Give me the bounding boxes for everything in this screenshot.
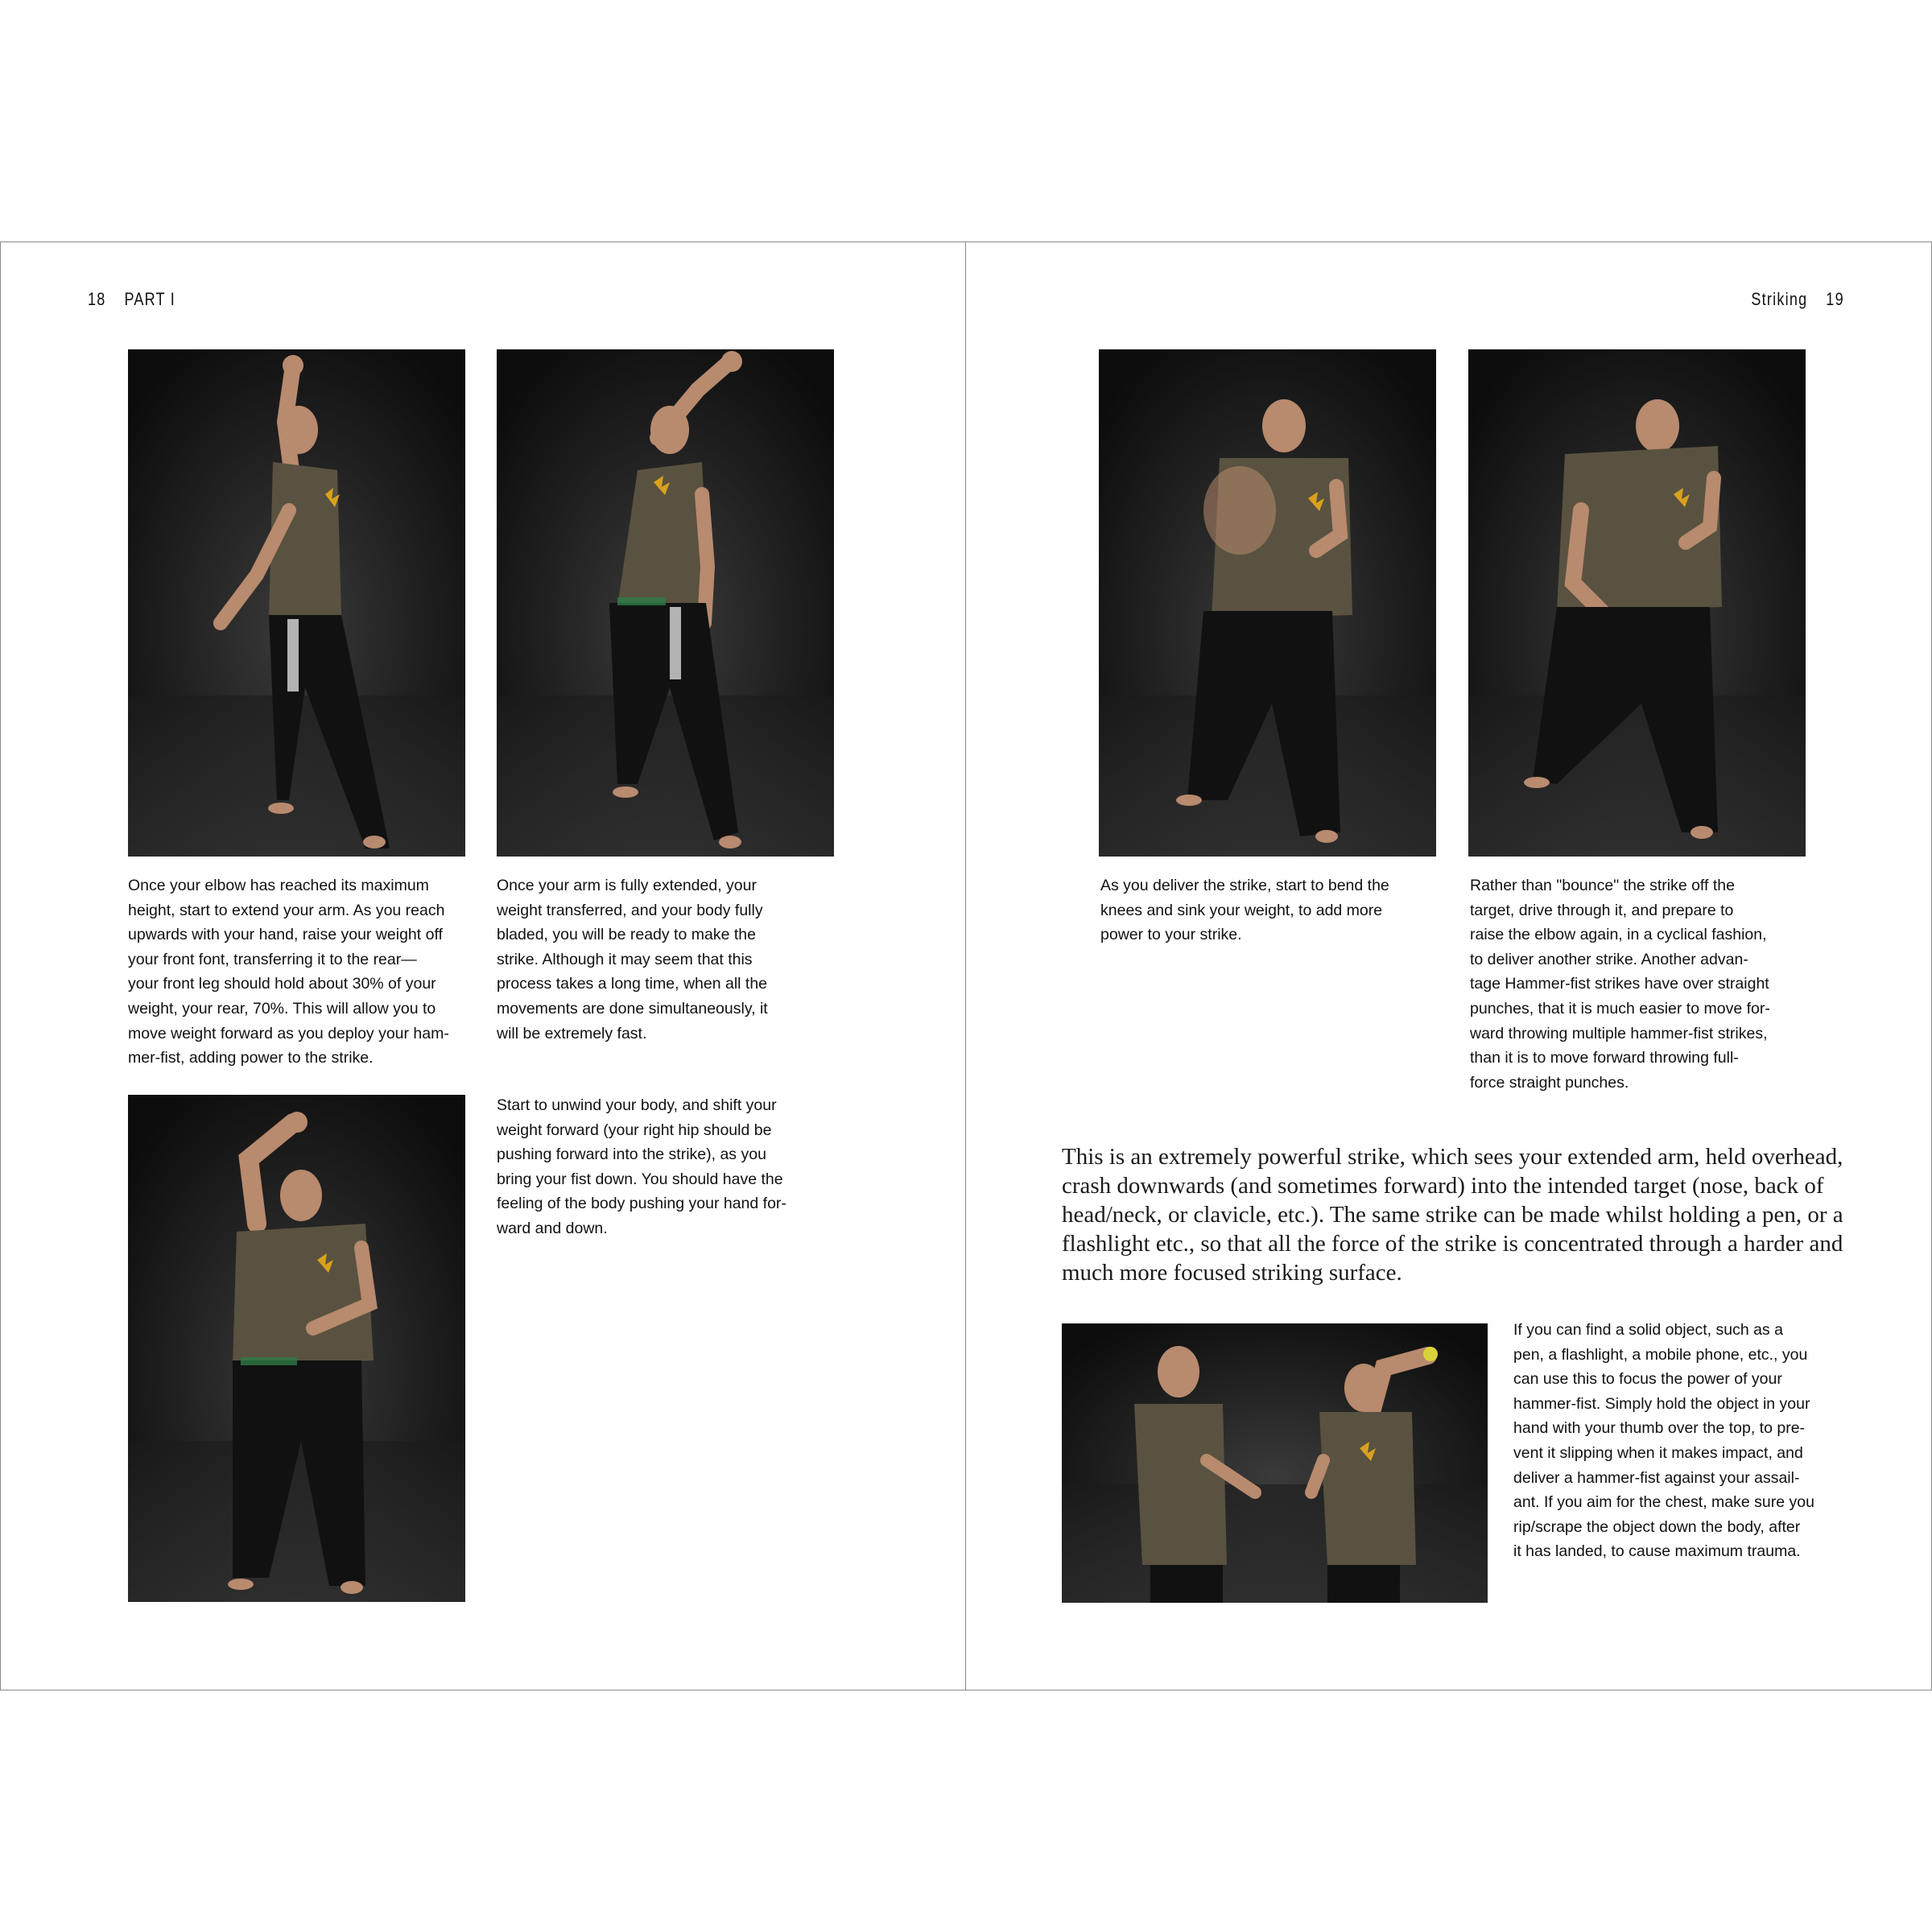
caption-step-2: Once your arm is fully extended, your weight transferred, and your body fully bladed, you will be ready to make the strike. Although it may seem that this process takes a long time, when all the movements are done simultaneously, it will be extremely fast. (497, 877, 768, 1042)
running-head: PART I (124, 289, 176, 309)
running-header-right (1733, 289, 1844, 310)
photo-holding-object (1062, 1323, 1488, 1603)
running-header-left (88, 289, 194, 310)
page-number: 18 (88, 289, 106, 309)
photo-elbow-raised (128, 349, 465, 857)
caption-step-4: As you deliver the strike, start to bend the knees and sink your weight, to add more power to your strike. (1100, 877, 1389, 944)
left-page (0, 242, 966, 1690)
photo-delivering-strike (1099, 349, 1436, 857)
caption-step-1: Once your elbow has reached its maximum height, start to extend your arm. As you reach upwards with your hand, raise your weight off your front font, transferring it to the rear— your front leg should hold about 30% of your weight, your rear, 70%. This will allow you to move weight forward as you deploy your ham- mer-fist, adding power to the strike. (128, 877, 449, 1067)
photo-unwinding (128, 1095, 465, 1602)
caption-object-tip: If you can find a solid object, such as a pen, a flashlight, a mobile phone, etc., you can use this to focus the power of your hammer-fist. Simply hold the object in your hand with your thumb over the top, to pre- vent it slipping when it makes impact, and deliver a hammer-fist against your assail- ant. If you aim for the chest, make sure you rip/scrape the object down the body, after it has landed, to cause maximum trauma. (1513, 1321, 1814, 1561)
photo-arm-extended (497, 349, 834, 857)
photo-drive-through (1468, 349, 1806, 857)
book-spread (0, 242, 1932, 1690)
body-paragraph: This is an extremely powerful strike, which sees your extended arm, held overhead, crash downwards (and sometimes forward) into the intended target (nose, back of head/neck, or clavicle, etc.). The same strike can be made whilst holding a pen, or a flashlight etc., so that all the force of the strike is concentrated through a harder and much more focused striking surface. (1062, 1144, 1843, 1286)
running-head: Striking (1751, 289, 1808, 309)
right-page (965, 242, 1932, 1690)
caption-step-5: Rather than "bounce" the strike off the target, drive through it, and prepare to raise the elbow again, in a cyclical fashion, to deliver another strike. Another advan- tage Hammer-fist strikes have over straight punches, that it is much easier to move for- ward throwing multiple hammer-fist strikes, than it is to move forward throwing full- force straight punches. (1470, 877, 1770, 1092)
page-number: 19 (1826, 289, 1844, 309)
caption-step-3: Start to unwind your body, and shift your weight forward (your right hip should be pushing forward into the strike), as you bring your fist down. You should have the feeling of the body pushing your hand for- ward and down. (497, 1096, 786, 1237)
